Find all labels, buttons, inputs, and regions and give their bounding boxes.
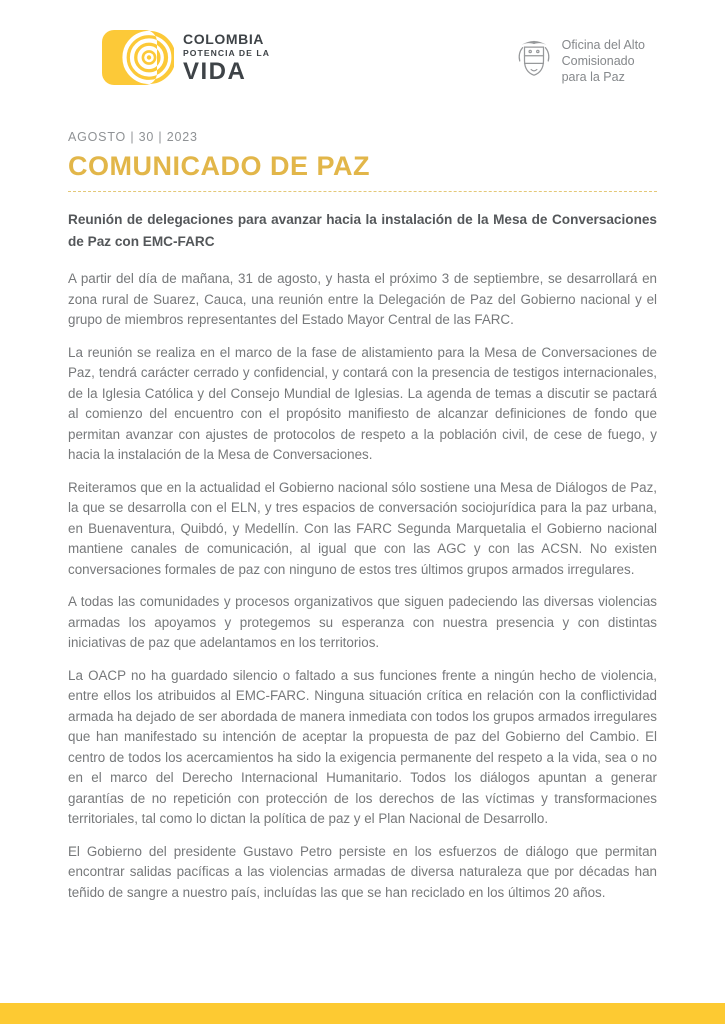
dashed-divider <box>68 191 657 192</box>
subtitle: Reunión de delegaciones para avanzar hacia la instalación de la Mesa de Conversaciones de Paz con EMC-FARC <box>68 212 657 249</box>
brand-line-vida: VIDA <box>183 57 247 85</box>
office-line-2: Comisionado <box>561 54 635 68</box>
page-title: COMUNICADO DE PAZ <box>68 151 370 181</box>
footer-bar <box>0 1003 725 1024</box>
office-name <box>562 37 645 85</box>
office-line-1: Oficina del Alto <box>561 38 645 52</box>
colombia-brand-logo <box>102 30 270 86</box>
coat-of-arms-icon <box>515 38 553 82</box>
paragraph-6: El Gobierno del presidente Gustavo Petro persiste en los esfuerzos de diálogo que permitan encontrar salidas pacíficas a las violencias armadas de diversa naturaleza que por décadas han teñido de sangre a nuestro país, incluídas las que se han reciclado en los últimos 20 años. <box>68 843 657 900</box>
brand-line-colombia: COLOMBIA <box>183 31 265 48</box>
paragraph-1: A partir del día de mañana, 31 de agosto, y hasta el próximo 3 de septiembre, se desarrollará en zona rural de Suarez, Cauca, una reunión entre la Delegación de Paz del Gobierno nacional y el grupo de miembros representantes del Estado Mayor Central de las FARC. <box>68 271 657 327</box>
colombia-ripple-icon <box>102 30 174 86</box>
office-line-3: para la Paz <box>561 70 625 84</box>
paragraph-2: La reunión se realiza en el marco de la fase de alistamiento para la Mesa de Conversaciones de Paz, tendrá carácter cerrado y confidencial, y contará con la presencia de testigos internacionales, de la Iglesia Católica y del Consejo Mundial de Iglesias. La agenda de temas a discutir se pactará al comienzo del encuentro con el propósito manifiesto de alcanzar definiciones de fondo que permitan avanzar con ajustes de protocolos de respeto a la población civil, de cese de fuego, y hacia la instalación de la Mesa de Conversaciones. <box>68 344 657 462</box>
paragraph-4: A todas las comunidades y procesos organizativos que siguen padeciendo las diversas violencias armadas los apoyamos y protegemos su esperanza con nuestra presencia y con distintas iniciativas de paz que adelantamos en los territorios. <box>68 594 657 650</box>
office-logo <box>515 30 645 85</box>
header <box>0 0 725 86</box>
brand-line-potencia: POTENCIA DE LA <box>183 48 270 59</box>
brand-wordmark <box>183 32 270 84</box>
paragraph-3: Reiteramos que en la actualidad el Gobierno nacional sólo sostiene una Mesa de Diálogos de Paz, la que se desarrolla con el ELN, y tres espacios de conversación sociojurídica para la paz urbana, en Buenaventura, Quibdó, y Medellín. Con las FARC Segunda Marquetalia el Gobierno nacional mantiene canales de comunicación, al igual que con las AGC y con las ACSN. No existen conversaciones formales de paz con ninguno de estos tres últimos grupos armados irregulares. <box>68 479 657 577</box>
paragraph-5: La OACP no ha guardado silencio o faltado a sus funciones frente a ningún hecho de violencia, entre ellos los atribuidos al EMC-FARC. Ninguna situación crítica en relación con la conflictividad armada ha dejado de ser abordada de manera inmediata con todos los grupos armados irregulares que han manifestado su intención de aceptar la propuesta de paz del Gobierno del Cambio. El centro de todos los acercamientos ha sido la exigencia permanente del respeto a la vida, sea o no en el marco del Derecho Internacional Humanitario. Todos los diálogos apuntan a generar garantías de no repetición con protección de los derechos de las víctimas y transformaciones territoriales, tal como lo dictan la política de paz y el Plan Nacional de Desarrollo. <box>68 667 657 826</box>
date-label: AGOSTO | 30 | 2023 <box>68 130 198 144</box>
communique-content <box>0 86 725 903</box>
